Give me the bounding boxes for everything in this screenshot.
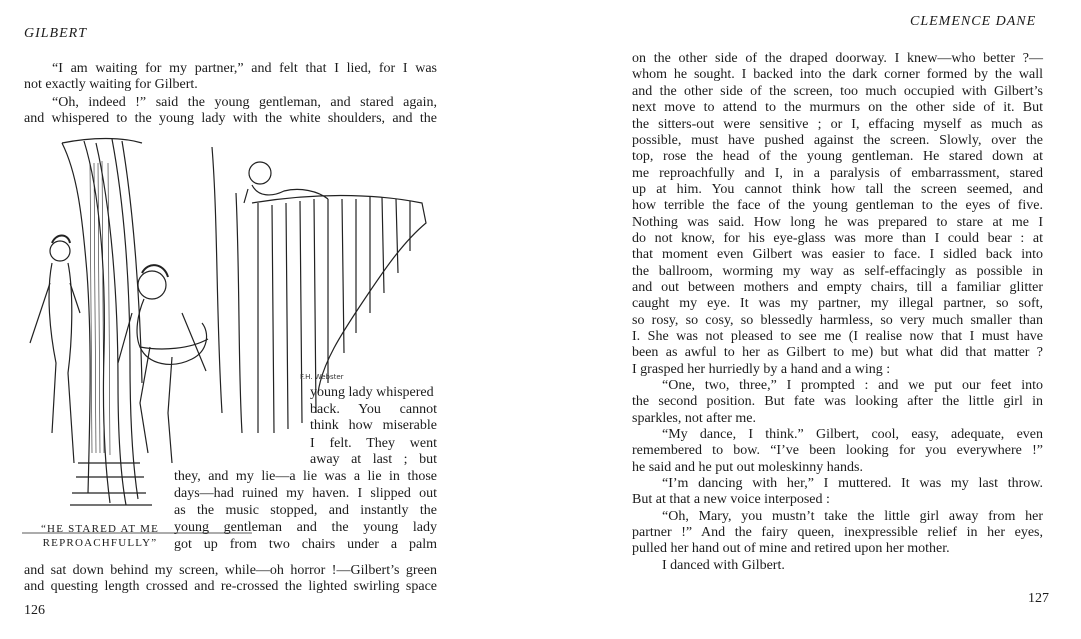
text-line: so rosy, so cosy, so blessedly harmless, so very much smaller than: [632, 313, 1043, 328]
text-line: “Oh, indeed !” said the young gentleman, and stared again,: [52, 95, 437, 110]
text-line: back. You cannot: [310, 402, 437, 417]
text-line: “My dance, I think.” Gilbert, cool, easy, adequate, even: [662, 427, 1043, 442]
left-page: [0, 0, 540, 639]
text-line: do not know, for his eye-glass was more than I could bear : at: [632, 231, 1043, 246]
text-line: away at last ; but: [310, 452, 437, 467]
illustration-caption: [30, 522, 170, 550]
text-line: and questing length crossed and re-crossed the lighted swirling space: [24, 579, 437, 594]
text-line: not exactly waiting for Gilbert.: [24, 77, 198, 92]
text-line: been as awful to her as Gilbert to me) but what did that matter ?: [632, 345, 1043, 360]
text-line: up at him. You cannot think how tall the screen seemed, and: [632, 182, 1043, 197]
running-head-right: CLEMENCE DANE: [910, 14, 1037, 29]
text-line: “I am waiting for my partner,” and felt that I lied, for I was: [52, 61, 437, 76]
text-line: and out between mothers and empty chairs, till a familiar glitter: [632, 280, 1043, 295]
text-line: “Oh, Mary, you mustn’t take the little girl away from her: [662, 509, 1043, 524]
text-line: young gentleman and the young lady: [174, 520, 437, 535]
caption-line: REPROACHFULLY”: [42, 537, 158, 549]
text-line: sparkles, not after me.: [632, 411, 757, 426]
text-line: they, and my lie—a lie was a lie in those: [174, 469, 437, 484]
caption-line: “HE STARED AT ME: [40, 523, 160, 535]
text-line: think how miserable: [310, 418, 437, 433]
text-line: young lady whispered: [310, 385, 434, 400]
text-line: the sitters-out were sensitive ; or I, effacing myself as much as: [632, 117, 1043, 132]
text-line: as the music stopped, and instantly the: [174, 503, 437, 518]
text-line: whom he sought. I backed into the dark corner formed by the wall: [632, 67, 1043, 82]
text-line: next move to attend to the murmurs on the other side of it. But: [632, 100, 1043, 115]
text-line: remembered to bow. “I’ve been looking for you everywhere !”: [632, 443, 1043, 458]
text-line: me reproachfully and I, in a paralysis of embarrassment, stared: [632, 166, 1043, 181]
text-line: got up from two chairs under a palm: [174, 537, 437, 552]
text-line: I. She was not pleased to see me (I realise now that I must have: [632, 329, 1043, 344]
running-head-left: GILBERT: [24, 26, 87, 41]
text-line: pulled her hand out of mine and retired upon her mother.: [632, 541, 950, 556]
text-line: and sat down behind my screen, while—oh horror !—Gilbert’s green: [24, 563, 437, 578]
text-line: on the other side of the draped doorway. I knew—who better ?—: [632, 51, 1043, 66]
text-line: top, rose the head of the young gentleman. He stared down at: [632, 149, 1043, 164]
text-line: the second position. But fate was looking after the little girl in: [632, 394, 1043, 409]
text-line: I grasped her hurriedly by a hand and a wing :: [632, 362, 891, 377]
text-line: “One, two, three,” I prompted : and we put our feet into: [662, 378, 1043, 393]
text-line: and the other side of the screen, too much occupied with Gilbert’s: [632, 84, 1043, 99]
text-line: But at that a new voice interposed :: [632, 492, 830, 507]
text-line: I danced with Gilbert.: [662, 558, 785, 573]
text-line: partner !” And the fairy queen, inexpressible relief in her eyes,: [632, 525, 1043, 540]
text-line: caught my eye. It was my partner, my illegal partner, so soft,: [632, 296, 1043, 311]
text-line: he said and he put out moleskinny hands.: [632, 460, 863, 475]
text-line: possible, must have pushed against the screen. Slowly, over the: [632, 133, 1043, 148]
right-page: [540, 0, 1081, 639]
text-line: how terrible the face of the young gentleman to the eyes of five.: [632, 198, 1043, 213]
text-line: the ballroom, worming my way as self-effacingly as possible in: [632, 264, 1043, 279]
text-line: that moment even Gilbert was easier to face. I sidled back into: [632, 247, 1043, 262]
text-line: days—had ruined my haven. I slipped out: [174, 486, 437, 501]
page-number-left: 126: [24, 603, 45, 618]
text-line: “I’m dancing with her,” I muttered. It was my last throw.: [662, 476, 1043, 491]
text-line: Nothing was said. How long he was prepared to stare at me I: [632, 215, 1043, 230]
text-line: and whispered to the young lady with the white shoulders, and the: [24, 111, 437, 126]
text-line: I felt. They went: [310, 436, 437, 451]
illustration-signature: F.H. Webster: [300, 373, 344, 381]
page-number-right: 127: [1028, 591, 1049, 606]
